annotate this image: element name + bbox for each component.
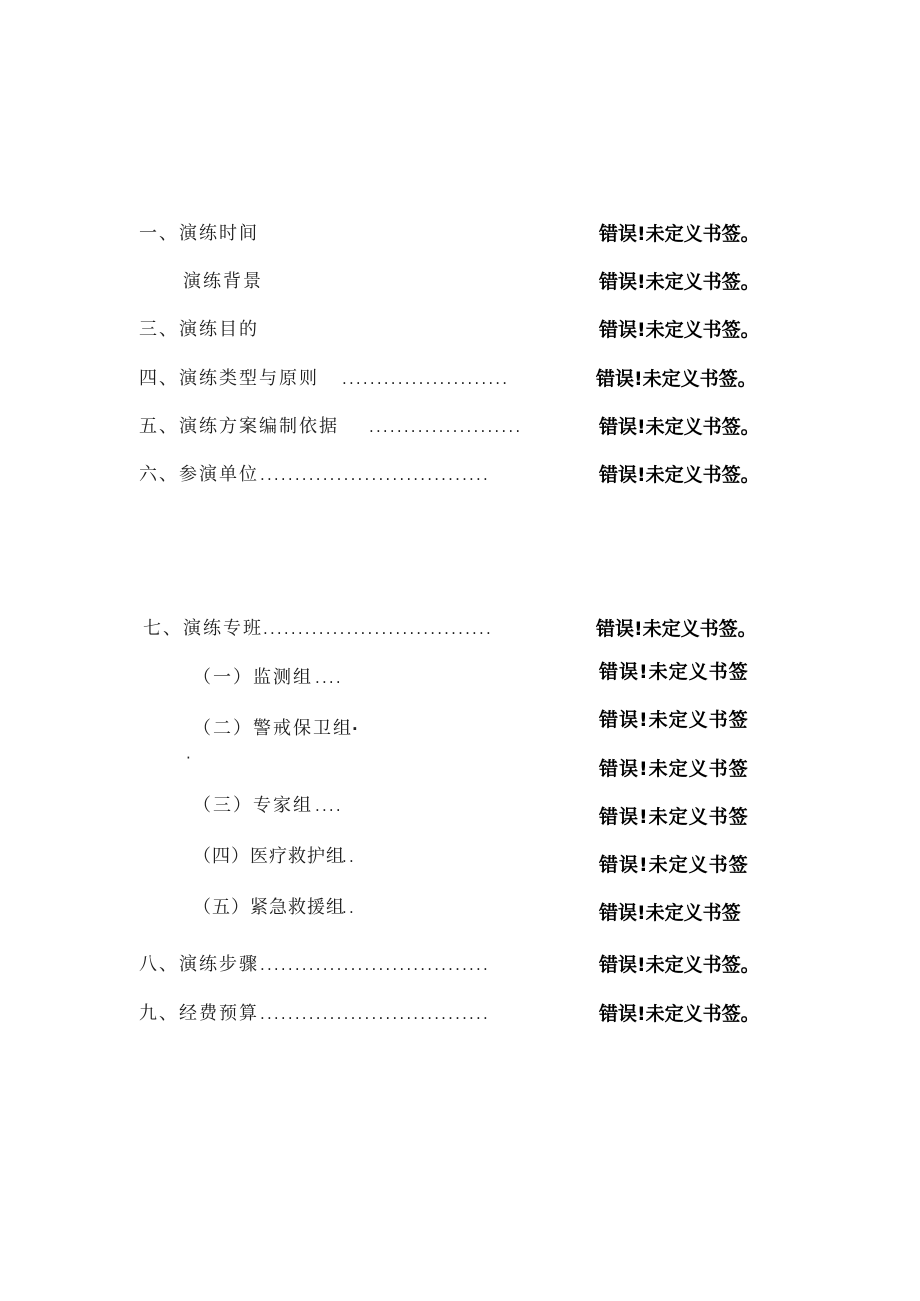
toc-subentry-expert-group[interactable]: （三）专家组	[193, 795, 313, 816]
toc-entry-drill-time[interactable]: 一、演练时间	[139, 223, 259, 244]
toc-entry-drill-purpose[interactable]: 三、演练目的	[139, 319, 259, 340]
toc-error-reference: 错误!未定义书签。	[599, 223, 760, 245]
toc-subentry-medical-group[interactable]: （四）医疗救护组	[193, 846, 345, 867]
toc-error-reference: 错误!未定义书签	[599, 709, 749, 731]
toc-subentry-monitoring-group[interactable]: （一）监测组	[193, 667, 313, 688]
toc-dot-leader: ......................	[369, 418, 523, 436]
toc-dot-leader: .................................	[260, 466, 490, 484]
toc-error-reference: 错误!未定义书签	[599, 902, 741, 924]
toc-dot-leader: ·	[186, 749, 193, 767]
toc-dot-leader: ·	[352, 720, 360, 738]
toc-entry-drill-type-principles[interactable]: 四、演练类型与原则	[139, 368, 319, 389]
toc-dot-leader: .................................	[260, 1005, 490, 1023]
toc-dot-leader: ........................	[342, 370, 510, 388]
toc-dot-leader: ....	[315, 797, 343, 815]
toc-error-reference: 错误!未定义书签	[599, 854, 749, 876]
toc-error-reference: 错误!未定义书签	[599, 758, 749, 780]
toc-error-reference: 错误!未定义书签。	[599, 271, 760, 293]
toc-error-reference: 错误!未定义书签。	[599, 319, 760, 341]
toc-entry-participating-units[interactable]: 六、参演单位	[139, 464, 259, 485]
toc-entry-drill-task-force[interactable]: 七、演练专班	[143, 618, 263, 639]
toc-entry-budget[interactable]: 九、经费预算	[139, 1003, 259, 1024]
toc-entry-plan-basis[interactable]: 五、演练方案编制依据	[139, 416, 339, 437]
toc-error-reference: 错误!未定义书签。	[596, 368, 757, 390]
toc-dot-leader: .................................	[260, 956, 490, 974]
toc-error-reference: 错误!未定义书签。	[596, 618, 757, 640]
toc-error-reference: 错误!未定义书签。	[599, 954, 760, 976]
toc-dot-leader: ..	[342, 899, 356, 917]
toc-entry-drill-steps[interactable]: 八、演练步骤	[139, 954, 259, 975]
toc-subentry-rescue-group[interactable]: （五）紧急救援组	[193, 897, 345, 918]
toc-entry-drill-background[interactable]: 演练背景	[183, 271, 263, 292]
toc-dot-leader: .................................	[263, 620, 493, 638]
toc-error-reference: 错误!未定义书签。	[599, 1003, 760, 1025]
toc-dot-leader: ....	[315, 669, 343, 687]
toc-error-reference: 错误!未定义书签。	[599, 464, 760, 486]
toc-error-reference: 错误!未定义书签	[599, 661, 749, 683]
toc-subentry-security-group[interactable]: （二）警戒保卫组	[193, 718, 353, 739]
toc-error-reference: 错误!未定义书签。	[599, 416, 760, 438]
toc-dot-leader: ..	[342, 848, 356, 866]
toc-error-reference: 错误!未定义书签	[599, 806, 749, 828]
